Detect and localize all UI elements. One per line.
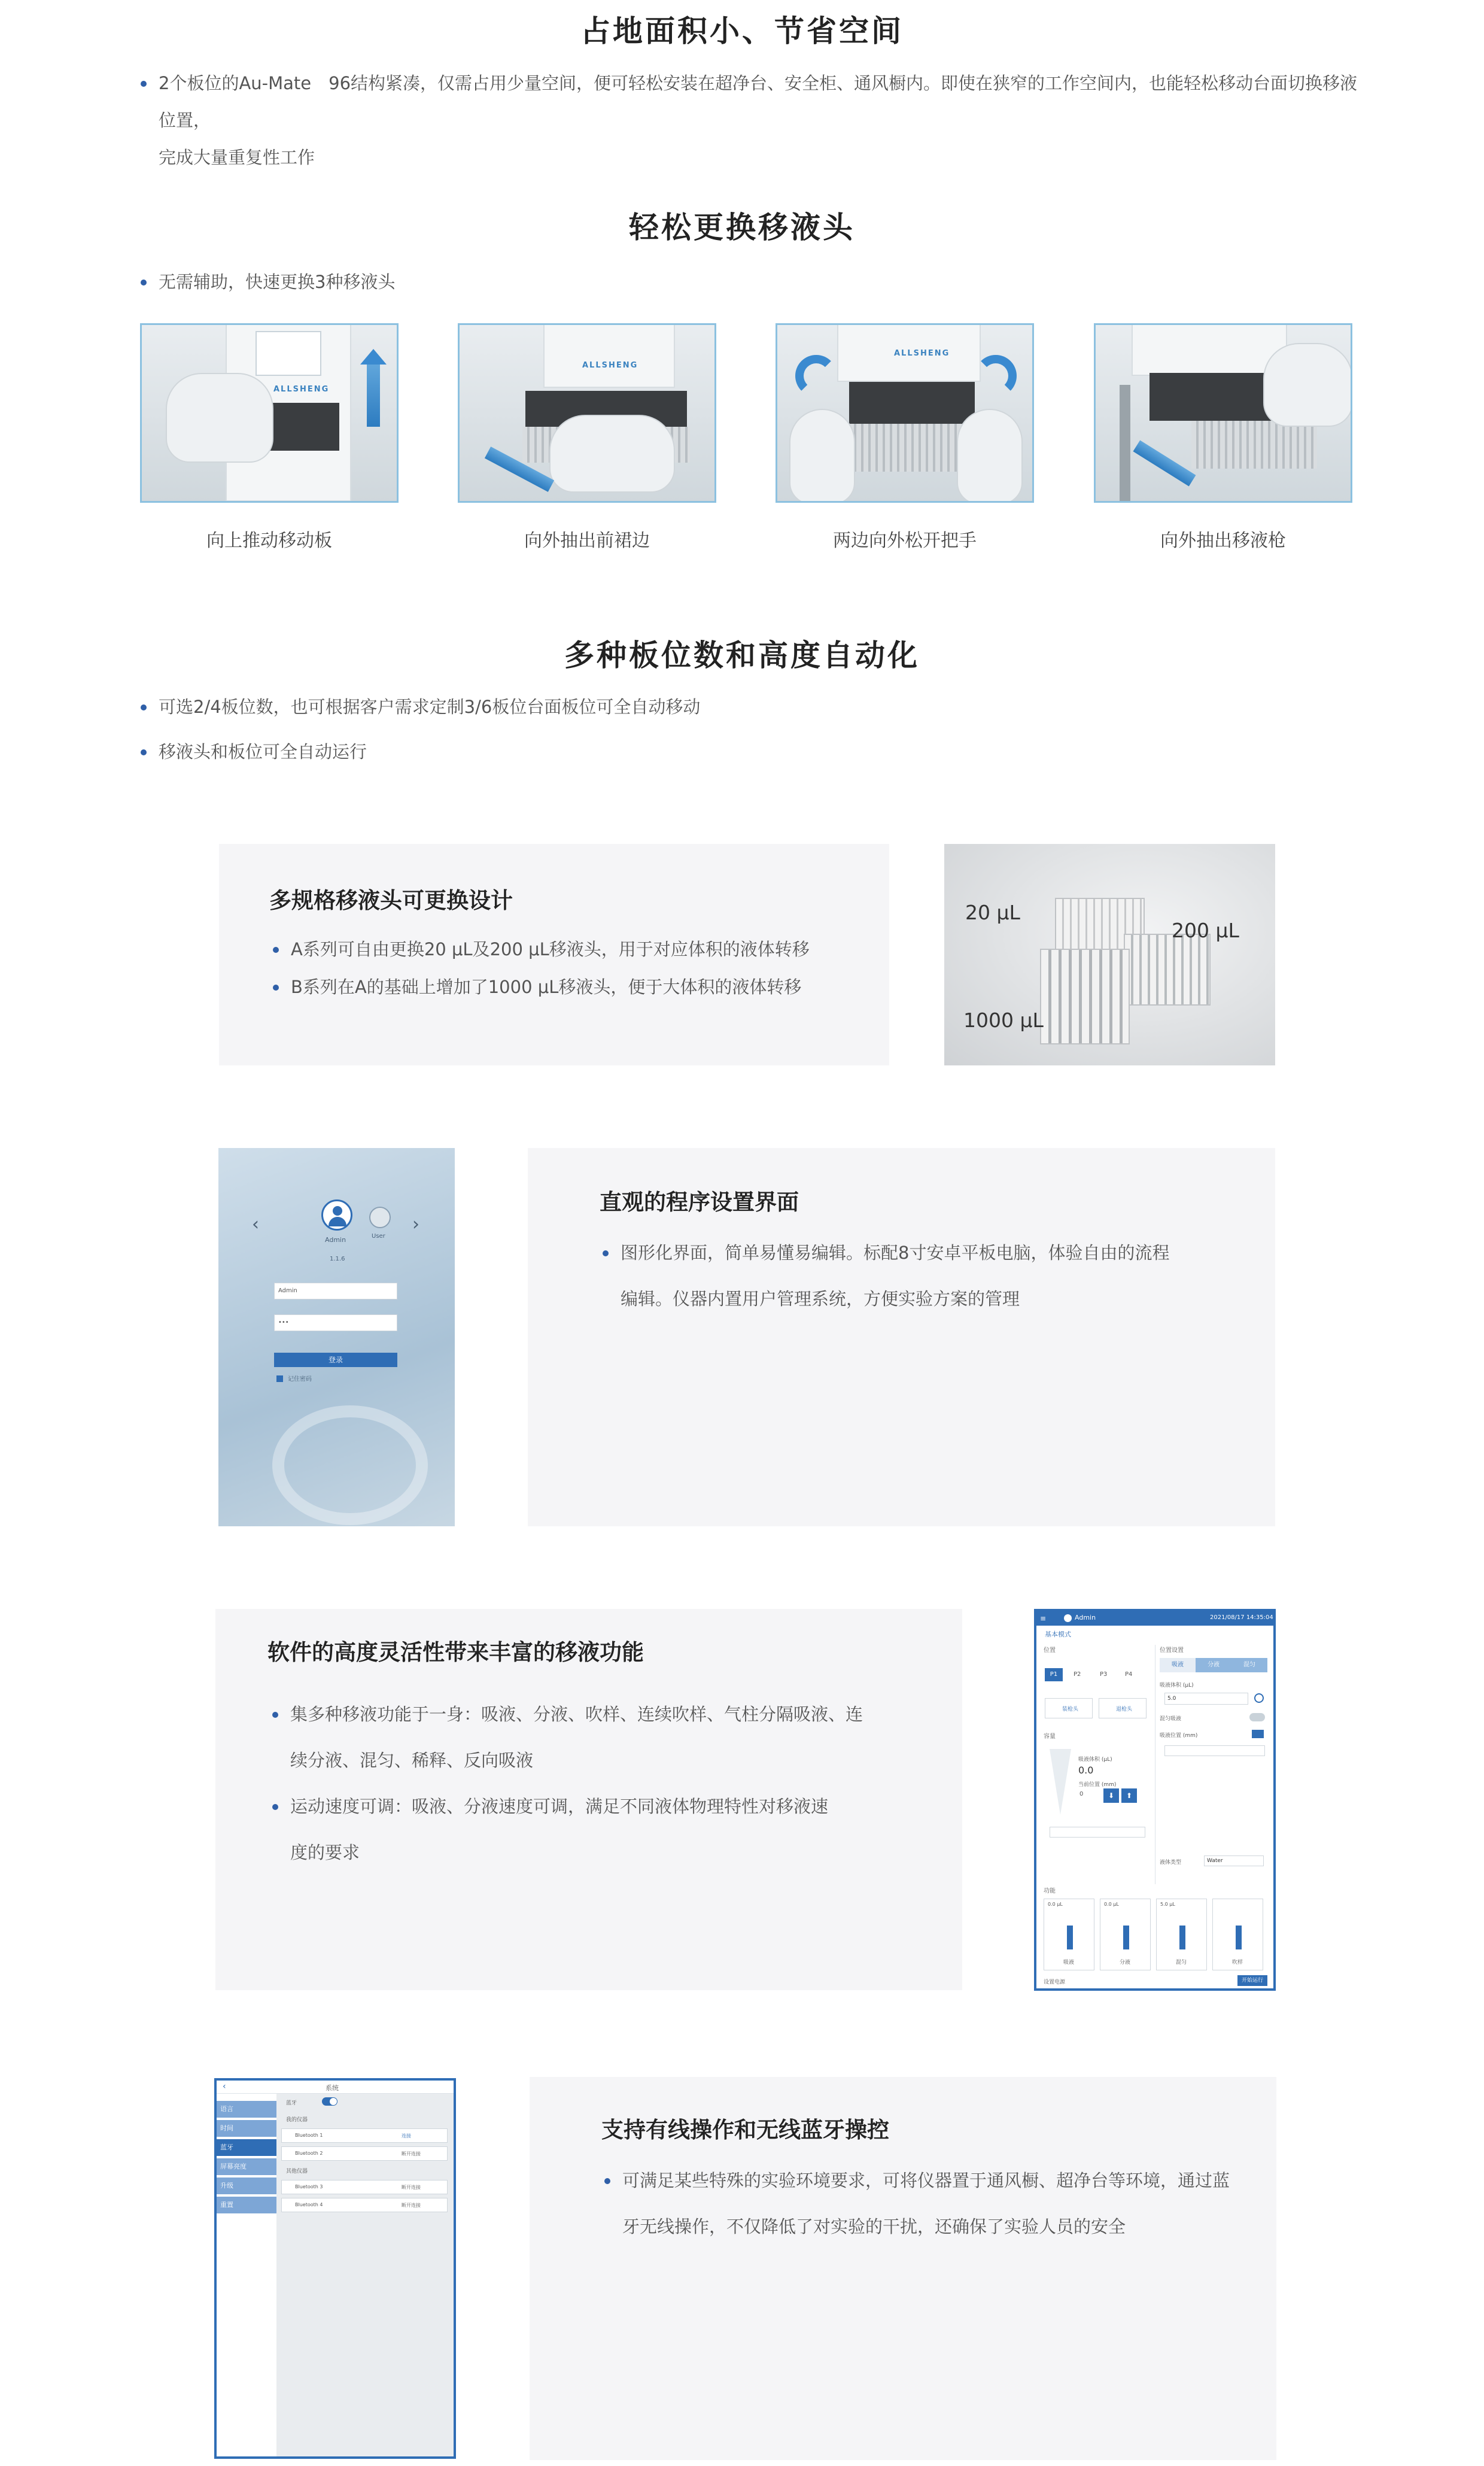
bt-topbar (217, 2081, 454, 2094)
background-ring (272, 1405, 428, 1525)
bullet-dot (141, 81, 147, 87)
action-label: 吸液 (1063, 1960, 1075, 1966)
position-p4[interactable]: P4 (1125, 1671, 1133, 1678)
arrow-up-icon (367, 361, 380, 427)
tip-head-200ul (1124, 934, 1211, 1006)
section-volume: 容量 (1044, 1733, 1056, 1740)
section3-title: 多种板位数和高度自动化 (564, 638, 920, 673)
segment-mix[interactable]: 混匀 (1243, 1662, 1255, 1668)
action-label: 吹样 (1232, 1960, 1243, 1966)
section3-bullet-1-text: 可选2/4板位数，也可根据客户需求定制3/6板位台面板位可全自动移动 (159, 697, 701, 717)
card-software-flex (215, 1609, 962, 1990)
card1-bullet-2 (273, 968, 871, 1006)
topbar-user: Admin (1075, 1614, 1096, 1621)
sidebar-item-time[interactable]: 时间 (217, 2120, 276, 2137)
mode-label: 基本模式 (1045, 1630, 1071, 1638)
action-value: 5.0 μL (1160, 1902, 1175, 1907)
section1-title: 占地面积小、节省空间 (580, 14, 904, 48)
section1-bullet (141, 65, 1367, 176)
admin-label: Admin (325, 1236, 346, 1244)
password-input[interactable]: ••• (274, 1314, 397, 1331)
card3-bullet-1 (272, 1691, 930, 1784)
topbar-datetime: 2021/08/17 14:35:04 (1210, 1614, 1273, 1621)
glove-left (789, 409, 855, 503)
bluetooth-settings-screen (214, 2078, 456, 2459)
action-value: 0.0 μL (1104, 1902, 1119, 1907)
device-name: Bluetooth 4 (295, 2202, 323, 2207)
bt-toggle-label: 蓝牙 (286, 2100, 297, 2106)
label-200ul: 200 μL (1172, 919, 1239, 942)
section-actions: 功能 (1044, 1888, 1056, 1894)
liquid-type-label: 液体类型 (1160, 1860, 1182, 1866)
bullet-dot (273, 947, 279, 953)
setting-pos-label: 吸液位置 (mm) (1160, 1733, 1198, 1739)
pos-edit-button[interactable] (1252, 1730, 1264, 1738)
photo-caption: 向外抽出移液枪 (1160, 530, 1286, 551)
user-label: User (372, 1233, 385, 1240)
glove-right (957, 409, 1023, 503)
bullet-dot (141, 280, 147, 286)
device-row-3[interactable] (281, 2180, 448, 2194)
position-p2[interactable]: P2 (1074, 1671, 1081, 1678)
label-1000ul: 1000 μL (963, 1009, 1044, 1032)
section-settings: 位置设置 (1160, 1647, 1184, 1654)
arrow-out-icon (1133, 441, 1196, 487)
pipette-icon (1236, 1926, 1242, 1949)
avatar-user[interactable] (369, 1207, 391, 1228)
volume-dropdown[interactable] (1050, 1827, 1145, 1838)
device-row-4[interactable] (281, 2198, 448, 2212)
position-p1[interactable]: P1 (1045, 1668, 1063, 1681)
bt-toggle[interactable] (322, 2097, 337, 2106)
bottom-left-label[interactable]: 设置电源 (1044, 1979, 1066, 1985)
bullet-dot (141, 749, 147, 755)
remember-checkbox[interactable] (276, 1375, 283, 1382)
segment-control[interactable] (1160, 1658, 1267, 1672)
card4-line1: 可满足某些特殊的实验环境要求，可将仪器置于通风橱、超净台等环境，通过蓝 (622, 2170, 1230, 2191)
version-label: 1.1.6 (330, 1256, 345, 1262)
user-icon (333, 1206, 342, 1216)
photo-caption: 两边向外松开把手 (833, 530, 977, 551)
sidebar-item-bluetooth[interactable]: 蓝牙 (217, 2139, 276, 2156)
back-icon[interactable]: ‹ (223, 2082, 226, 2091)
section3-bullet-2-text: 移液头和板位可全自动运行 (159, 742, 367, 762)
tip-array (849, 424, 975, 472)
device-row-2[interactable] (281, 2146, 448, 2161)
card4-heading: 支持有线操作和无线蓝牙操控 (601, 2117, 889, 2143)
glove-hand (1263, 343, 1352, 427)
mix-toggle[interactable] (1249, 1713, 1265, 1721)
device-name: Bluetooth 1 (295, 2133, 323, 2138)
chevron-right-icon[interactable]: › (412, 1214, 419, 1235)
height-value: 0 (1079, 1791, 1084, 1797)
sidebar-item-language[interactable]: 语言 (217, 2101, 276, 2118)
card3-b2-line2: 度的要求 (290, 1842, 360, 1863)
section1-line1: 2个板位的Au-Mate 96结构紧凑，仅需占用少量空间，便可轻松安装在超净台、安全柜、通风橱内。即使在狭窄的工作空间内，也能轻松移动台面切换移液位置， (159, 73, 1358, 130)
bullet-dot (272, 1804, 278, 1810)
sidebar-item-reset[interactable]: 重置 (217, 2197, 276, 2213)
arrow-up-head-icon (360, 349, 387, 365)
card2-line1: 图形化界面，简单易懂易编辑。标配8寸安卓平板电脑，体验自由的流程 (621, 1243, 1170, 1263)
card1-heading: 多规格移液头可更换设计 (269, 888, 513, 913)
my-devices-label: 我的仪器 (286, 2117, 308, 2123)
card3-bullet-2 (272, 1784, 930, 1876)
card-tips-design (219, 844, 889, 1065)
card2-bullet (603, 1230, 1237, 1322)
setting-volume-label: 吸液体积 (μL) (1160, 1683, 1194, 1688)
section2-bullet-text: 无需辅助，快速更换3种移液头 (159, 272, 396, 292)
card1-bullet-2-text: B系列在A的基础上增加了1000 μL移液头，便于大体积的液体转移 (291, 977, 802, 997)
card1-bullet-1-text: A系列可自由更换20 μL及200 μL移液头，用于对应体积的液体转移 (291, 939, 810, 959)
action-value: 0.0 μL (1048, 1902, 1063, 1907)
action-card-aspirate[interactable] (1044, 1899, 1094, 1970)
move-up-button[interactable]: ⬆ (1121, 1788, 1137, 1803)
glove-hand (166, 373, 273, 463)
glove-hand (549, 415, 675, 493)
device-name: Bluetooth 3 (295, 2184, 323, 2189)
device-status: 断开连接 (402, 2151, 421, 2157)
position-p3[interactable]: P3 (1100, 1671, 1108, 1678)
move-down-button[interactable]: ⬇ (1103, 1788, 1119, 1803)
segment-dispense[interactable]: 分液 (1208, 1662, 1220, 1668)
card4-line2: 牙无线操作，不仅降低了对实验的干扰，还确保了实验人员的安全 (622, 2216, 1126, 2237)
brand-logo: ALLSHENG (894, 349, 950, 358)
device-status: 连接 (402, 2133, 411, 2139)
card1-bullet-1 (273, 931, 871, 968)
setting-pos-dropdown[interactable] (1164, 1745, 1265, 1756)
photo-push-up-plate (140, 323, 399, 503)
load-tip-button[interactable] (1045, 1698, 1093, 1718)
section1-line2: 完成大量重复性工作 (159, 147, 315, 168)
pipette-frame (849, 382, 975, 424)
card-bluetooth (530, 2077, 1276, 2460)
instrument-screen (256, 331, 321, 376)
volume-value: 0.0 (1078, 1765, 1094, 1776)
tip-graphic (1050, 1749, 1071, 1815)
section2-bullet (141, 263, 859, 300)
bullet-dot (604, 2178, 610, 2184)
brand-logo: ALLSHENG (582, 361, 638, 370)
liquid-type-select[interactable]: Water (1204, 1855, 1264, 1866)
device-status: 断开连接 (402, 2203, 421, 2208)
eject-tip-button[interactable] (1099, 1698, 1147, 1718)
setting-volume-input[interactable]: 5.0 (1164, 1693, 1248, 1705)
menu-icon[interactable]: ≡ (1040, 1614, 1047, 1623)
bt-sidebar (217, 2094, 276, 2456)
sidebar-item-upgrade[interactable]: 升级 (217, 2178, 276, 2194)
login-screen (218, 1148, 455, 1526)
tips-photo (944, 844, 1275, 1065)
bt-title: 系统 (326, 2084, 339, 2092)
photo-caption: 向上推动移动板 (206, 530, 332, 551)
card3-heading: 软件的高度灵活性带来丰富的移液功能 (267, 1639, 644, 1665)
instrument-body (1132, 323, 1287, 376)
photo-caption: 向外抽出前裙边 (524, 530, 650, 551)
photo-pull-front-skirt (458, 323, 716, 503)
pipette-icon (1123, 1926, 1129, 1949)
load-tip-label: 装枪头 (1062, 1706, 1079, 1712)
section-position: 位置 (1044, 1647, 1056, 1654)
card2-heading: 直观的程序设置界面 (600, 1189, 799, 1215)
bullet-dot (603, 1250, 609, 1256)
section3-bullet-1 (141, 688, 1098, 725)
setting-mix-label: 混匀吸液 (1160, 1716, 1182, 1722)
section2-title: 轻松更换移液头 (629, 210, 855, 245)
tip-head-1000ul (1040, 949, 1130, 1044)
device-status: 断开连接 (402, 2185, 421, 2190)
avatar-admin[interactable] (321, 1199, 352, 1231)
remember-label: 记住密码 (288, 1376, 312, 1383)
eject-tip-label: 退枪头 (1116, 1706, 1133, 1712)
tip-array (1191, 421, 1317, 469)
user-icon-body (329, 1217, 346, 1226)
rotate-left-icon (795, 355, 837, 397)
card3-b2-line1: 运动速度可调：吸液、分液速度可调，满足不同液体物理特性对移液速 (290, 1796, 829, 1817)
device-row-1[interactable] (281, 2128, 448, 2143)
label-20ul: 20 μL (965, 901, 1020, 924)
rotate-right-icon (975, 355, 1017, 397)
photo-pull-out-pipette (1094, 323, 1352, 503)
toggle-knob (330, 2098, 337, 2105)
user-avatar-icon[interactable] (1064, 1614, 1072, 1622)
bullet-dot (273, 985, 279, 991)
brand-logo: ALLSHENG (273, 385, 330, 394)
segment-aspirate[interactable]: 吸液 (1160, 1658, 1196, 1672)
card3-b1-line2: 续分液、混匀、稀释、反向吸液 (290, 1750, 534, 1770)
pipetting-app-screen (1034, 1609, 1276, 1991)
bullet-dot (141, 704, 147, 710)
instrument-body (543, 323, 675, 388)
stand-pole (1120, 385, 1130, 503)
pipette-icon (1067, 1926, 1073, 1949)
volume-label: 吸液体积 (μL) (1078, 1757, 1112, 1763)
other-devices-label: 其他仪器 (286, 2169, 308, 2175)
height-label: 当前位置 (mm) (1078, 1782, 1117, 1788)
login-button[interactable]: 登录 (274, 1353, 397, 1367)
action-card-blowout[interactable] (1212, 1899, 1263, 1970)
action-label: 混匀 (1176, 1960, 1187, 1966)
action-card-dispense[interactable] (1100, 1899, 1151, 1970)
username-input[interactable]: Admin (274, 1283, 397, 1299)
sidebar-item-brightness[interactable]: 屏幕亮度 (217, 2158, 276, 2175)
photo-release-handles (776, 323, 1034, 503)
bt-content (276, 2094, 454, 2456)
section3-bullet-2 (141, 733, 1098, 770)
chevron-left-icon[interactable]: ‹ (252, 1214, 259, 1235)
start-run-button[interactable]: 开始运行 (1237, 1975, 1267, 1986)
app-topbar (1036, 1611, 1273, 1626)
pipette-icon (1179, 1926, 1185, 1949)
bullet-dot (272, 1712, 278, 1718)
history-icon[interactable] (1254, 1693, 1264, 1703)
card2-line2: 编辑。仪器内置用户管理系统，方便实验方案的管理 (621, 1289, 1020, 1309)
card-program-ui (528, 1148, 1275, 1526)
action-label: 分液 (1120, 1960, 1131, 1966)
card3-b1-line1: 集多种移液功能于一身：吸液、分液、吹样、连续吹样、气柱分隔吸液、连 (290, 1704, 863, 1724)
card4-bullet (604, 2158, 1263, 2250)
action-card-mix[interactable] (1156, 1899, 1207, 1970)
device-name: Bluetooth 2 (295, 2151, 323, 2156)
